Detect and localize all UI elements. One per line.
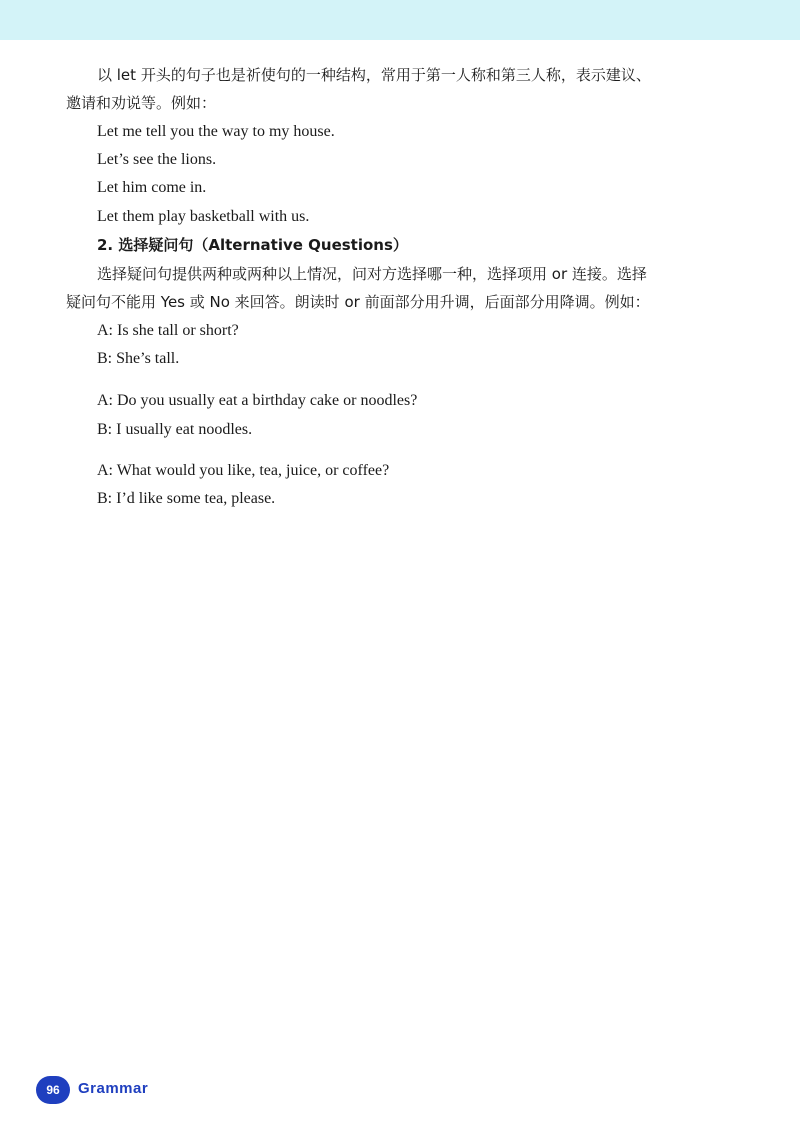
- dialogue-line-a: A: Is she tall or short?: [97, 322, 239, 339]
- page-number-badge: 96: [36, 1076, 70, 1104]
- footer-section-label: Grammar: [78, 1080, 149, 1097]
- dialogue-line-b: B: I’d like some tea, please.: [97, 490, 276, 507]
- example-sentence: Let him come in.: [97, 179, 207, 196]
- dialogue-line-b: B: I usually eat noodles.: [97, 421, 253, 438]
- dialogue-line-a: A: Do you usually eat a birthday cake or noodles?: [97, 392, 418, 409]
- intro-line-2: 邀请和劝说等。例如：: [66, 94, 217, 112]
- section-heading: 2. 选择疑问句（Alternative Questions）: [97, 236, 408, 254]
- intro-line-1: 以 let 开头的句子也是祈使句的一种结构，常用于第一人称和第三人称，表示建议、: [97, 66, 651, 84]
- example-sentence: Let’s see the lions.: [97, 151, 217, 168]
- dialogue-line-b: B: She’s tall.: [97, 350, 180, 367]
- example-sentence: Let me tell you the way to my house.: [97, 123, 335, 140]
- section-paragraph-line-2: 疑问句不能用 Yes 或 No 来回答。朗读时 or 前面部分用升调，后面部分用降调。例如：: [66, 293, 650, 311]
- example-sentence: Let them play basketball with us.: [97, 208, 310, 225]
- dialogue-line-a: A: What would you like, tea, juice, or coffee?: [97, 462, 390, 479]
- section-paragraph-line-1: 选择疑问句提供两种或两种以上情况，问对方选择哪一种，选择项用 or 连接。选择: [97, 265, 647, 283]
- top-band: [0, 0, 800, 40]
